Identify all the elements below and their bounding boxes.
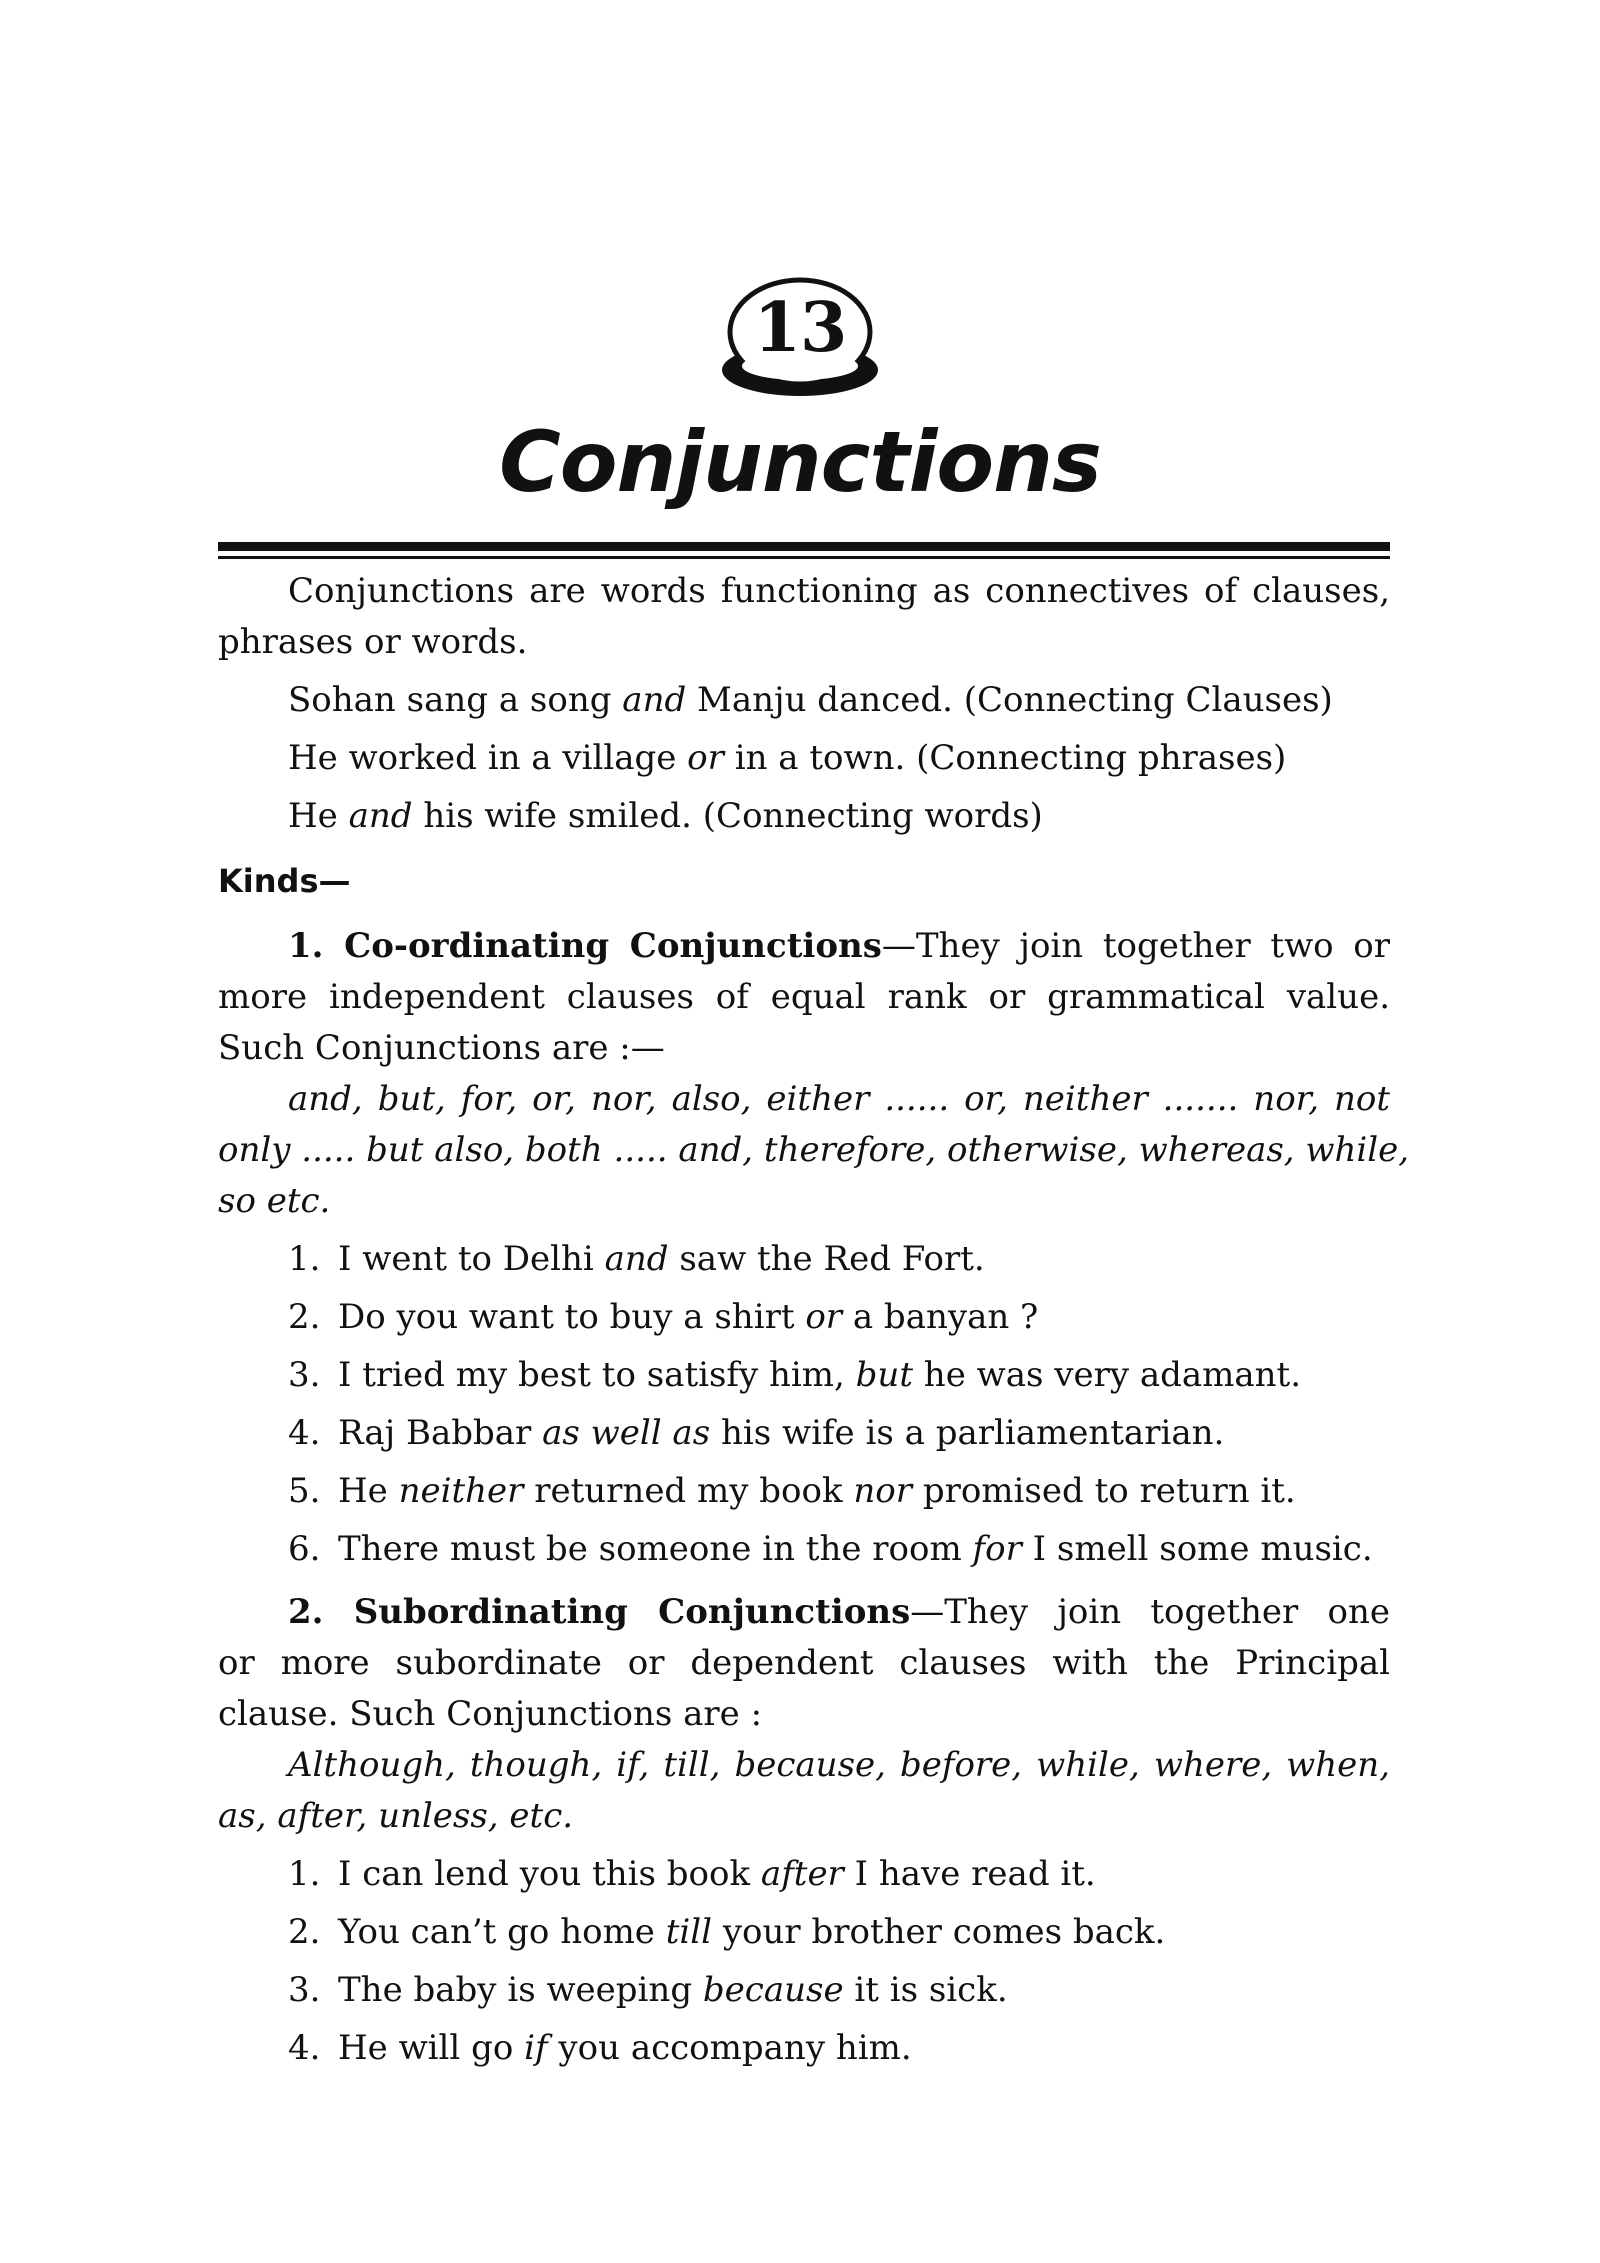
subordinating-example-2: 2. You can’t go home till your brother comes back. <box>288 1912 1166 1952</box>
subordinating-example-3: 3. The baby is weeping because it is sick. <box>288 1970 1008 2010</box>
coordinating-heading: 1. Co-ordinating Conjunctions <box>288 926 882 966</box>
subordinating-example-1: 1. I can lend you this book after I have read it. <box>288 1854 1096 1894</box>
coordinating-example-6: 6. There must be someone in the room for I smell some music. <box>288 1529 1373 1569</box>
subordinating-line-1: 2. Subordinating Conjunctions—They join together one <box>288 1592 1390 1632</box>
coordinating-list-3: so etc. <box>218 1181 331 1221</box>
chapter-badge <box>720 270 880 405</box>
kinds-heading: Kinds— <box>218 862 351 900</box>
intro-line-1: Conjunctions are words functioning as connectives of clauses, <box>288 571 1390 611</box>
coordinating-list-2: only ..... but also, both ..... and, therefore, otherwise, whereas, while, <box>218 1130 1410 1170</box>
title-rule-thin <box>218 556 1390 559</box>
body-text <box>218 566 1410 2081</box>
coordinating-line-1: 1. Co-ordinating Conjunctions—They join together two or <box>288 926 1390 966</box>
subordinating-list-1: Although, though, if, till, because, before, while, where, when, <box>288 1745 1390 1785</box>
coordinating-example-1: 1. I went to Delhi and saw the Red Fort. <box>288 1239 985 1279</box>
intro-line-2: phrases or words. <box>218 622 528 662</box>
subordinating-list-2: as, after, unless, etc. <box>218 1796 574 1836</box>
intro-example-2: He worked in a village or in a town. (Connecting phrases) <box>288 738 1287 778</box>
subordinating-example-4: 4. He will go if you accompany him. <box>288 2028 912 2068</box>
intro-example-3: He and his wife smiled. (Connecting words) <box>288 796 1043 836</box>
title-rule-thick <box>218 542 1390 551</box>
coordinating-example-5: 5. He neither returned my book nor promised to return it. <box>288 1471 1296 1511</box>
intro-example-1: Sohan sang a song and Manju danced. (Connecting Clauses) <box>288 680 1333 720</box>
coordinating-line-2: more independent clauses of equal rank or grammatical value. <box>218 977 1390 1017</box>
subordinating-line-3: clause. Such Conjunctions are : <box>218 1694 763 1734</box>
subordinating-heading: 2. Subordinating Conjunctions <box>288 1592 911 1632</box>
coordinating-example-3: 3. I tried my best to satisfy him, but he was very adamant. <box>288 1355 1302 1395</box>
coordinating-list-1: and, but, for, or, nor, also, either ...... or, neither ....... nor, not <box>288 1079 1390 1119</box>
coordinating-line-3: Such Conjunctions are :— <box>218 1028 665 1068</box>
chapter-title: Conjunctions <box>499 413 1101 511</box>
chapter-number: 13 <box>753 288 847 368</box>
coordinating-example-4: 4. Raj Babbar as well as his wife is a parliamentarian. <box>288 1413 1225 1453</box>
coordinating-example-2: 2. Do you want to buy a shirt or a banyan ? <box>288 1297 1039 1337</box>
subordinating-line-2: or more subordinate or dependent clauses with the Principal <box>218 1643 1390 1683</box>
